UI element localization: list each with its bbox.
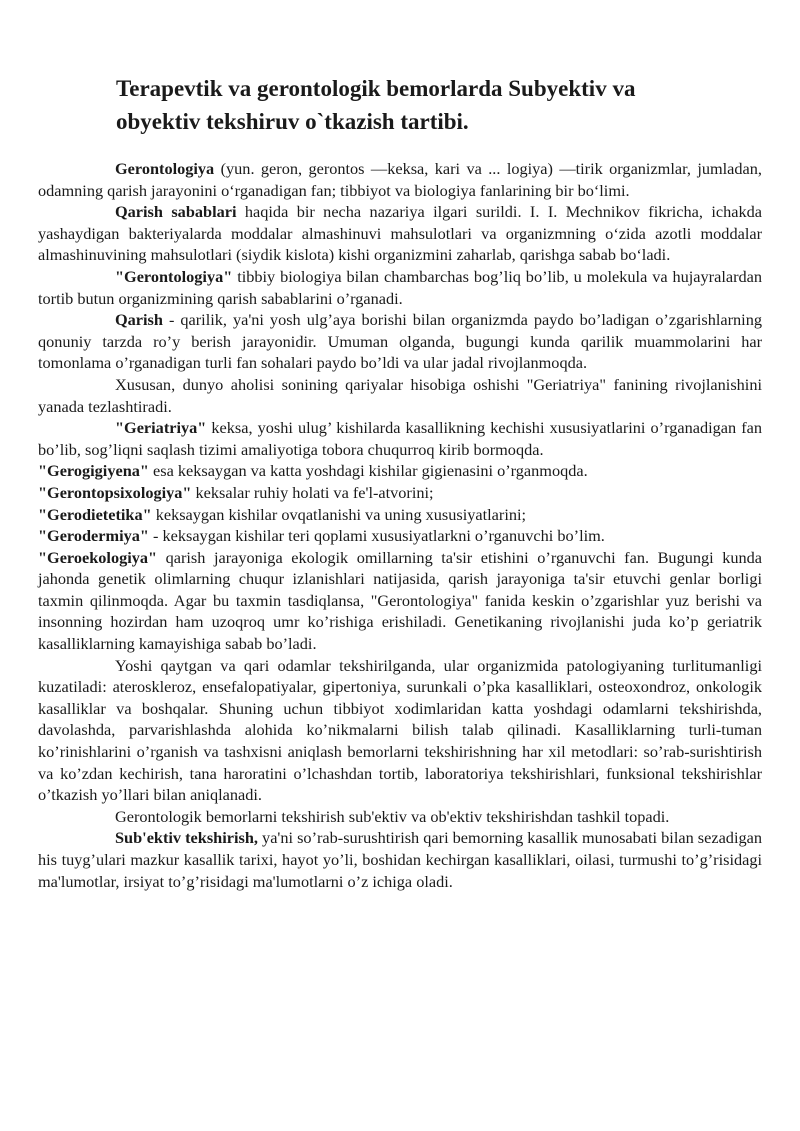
paragraph-text: ya'ni so’rab-surushtirish qari bemorning kasallik munosabati bilan sezadigan his tuyg’ulari mazkur kasallik tarixi, hayot yo’li, boshidan kechirgan kasalliklari, oilasi, turmushi to’g’risidagi ma'lumotlar, irsiyat to’g’risidagi ma'lumotlarni o’z ichiga oladi. xyxy=(38,828,762,891)
paragraph-text: - qarilik, ya'ni yosh ulg’aya borishi bilan organizmda paydo bo’ladigan o’zgarishlarning qonuniy tarzda ro’y berish jarayonidir. Umuman olganda, bugungi kunda qarilik muammolarini har tomonlama o’rganadigan turli fan sohalari paydo bo’ldi va ular jadal rivojlanmoqda. xyxy=(38,310,762,373)
paragraph-gerodermiya xyxy=(38,525,762,547)
term: "Gerodietetika" xyxy=(38,504,152,524)
paragraph-yoshi-qaytgan xyxy=(38,655,762,806)
paragraph-gerontopsixologiya xyxy=(38,482,762,504)
paragraph-gerontologiya-biology xyxy=(38,266,762,309)
paragraph-geriatriya xyxy=(38,417,762,460)
paragraph-text: keksalar ruhiy holati va fe'l-atvorini; xyxy=(191,482,434,502)
paragraph-gerontologik-bemorlar xyxy=(38,806,762,828)
paragraph-text: qarish jarayoniga ekologik omillarning ta'sir etishini o’rganuvchi fan. Bugungi kunda jahonda genetik olimlarning chuqur izlanishlari natijasida, qarish jarayoniga ta'sir etuvchi genlar borligi taxmin qilinmoqda. Agar bu taxmin tasdiqlansa, "Gerontologiya" fanida keskin o’zgarishlar yuz berishi va insonning hozirdan ham uzoqroq umr ko’rishiga erishiladi. Genetikaning rivojlanishi juda ko’p geriatrik kasalliklarning kamayishiga sabab bo’ladi. xyxy=(38,547,762,654)
paragraph-text: Yoshi qaytgan va qari odamlar tekshirilganda, ular organizmida patologiyaning turlitumanligi kuzatiladi: ateroskleroz, ensefalopatiyalar, gipertoniya, surunkali o’pka kasalliklari, osteoxondroz, onkologik kasalliklar va boshqalar. Shuning uchun tibbiyot xodimlaridan katta yoshdagi odamlarni tekshirishda, davolashda, parvarishlashda alohida ko’nikmalarni bilish talab qilinadi. Kasalliklarning turli-tuman ko’rinishlarini o’rganish va tashxisni aniqlash bemorlarni tekshirishning har xil metodlari: so’rab-surishtirish va ko’zdan kechirish, tana haroratini o’lchashdan tortib, laboratoriya tekshirishlari, funksional tekshirishlar o’tkazish yo’llari bilan aniqlanadi. xyxy=(38,655,762,805)
paragraph-text: tibbiy biologiya bilan chambarchas bog’liq bo’lib, u molekula va hujayralardan tortib butun organizmining qarish sabablarini o’rganadi. xyxy=(38,266,762,308)
paragraph-gerogigiyena xyxy=(38,460,762,482)
term: Qarish sabablari xyxy=(115,202,237,222)
paragraph-qarish-sabablari xyxy=(38,201,762,266)
paragraph-text: Xususan, dunyo aholisi sonining qariyalar hisobiga oshishi "Geriatriya" fanining rivojlanishini yanada tezlashtiradi. xyxy=(38,374,762,416)
paragraph-gerodietetika xyxy=(38,504,762,526)
term: Gerontologiya xyxy=(115,159,215,178)
paragraph-gerontologiya xyxy=(38,158,762,201)
paragraph-text: haqida bir necha nazariya ilgari surildi. I. I. Mechnikov fikricha, ichakda yashaydigan bakteriyalarda moddalar almashinuvi mahsulotlari va organizmning oʻzida azotli moddalar almashinuvining mahsulotlari (siydik kislota) kishi organizmini zaharlab, qarishga sabab boʻladi. xyxy=(38,202,762,265)
paragraph-text: keksaygan kishilar ovqatlanishi va uning xususiyatlarini; xyxy=(151,504,527,524)
paragraph-text: (yun. geron, gerontos —keksa, kari va ... logiya) —tirik organizmlar, jumladan, odamning qarish jarayonini oʻrganadigan fan; tibbiyot va biologiya fanlarining bir boʻlimi. xyxy=(38,159,762,200)
paragraph-text: keksa, yoshi ulug’ kishilarda kasallikning kechishi xususiyatlarini o’rganadigan fan bo’lib, sog’liqni saqlash tizimi amaliyotiga tobora chuqurroq kirib bormoqda. xyxy=(38,418,762,459)
paragraph-text: Gerontologik bemorlarni tekshirish sub'ektiv va ob'ektiv tekshirishdan tashkil topadi. xyxy=(115,806,670,826)
paragraph-subektiv-tekshirish xyxy=(38,827,762,892)
paragraph-text: - keksaygan kishilar teri qoplami xususiyatlarkni o’rganuvchi bo’lim. xyxy=(148,526,605,546)
paragraph-xususan xyxy=(38,374,762,417)
term: "Gerontopsixologiya" xyxy=(38,482,192,502)
paragraph-text: esa keksaygan va katta yoshdagi kishilar gigienasini o’rganmoqda. xyxy=(148,461,588,481)
term: Sub'ektiv tekshirish, xyxy=(115,828,258,848)
term: Qarish xyxy=(115,310,163,330)
paragraph-geroekologiya xyxy=(38,547,762,655)
term: "Geriatriya" xyxy=(115,418,207,438)
paragraph-qarish xyxy=(38,309,762,374)
term: "Gerontologiya" xyxy=(115,266,233,286)
document-body xyxy=(38,158,762,892)
term: "Gerodermiya" xyxy=(38,526,149,546)
document-title: Terapevtik va gerontologik bemorlarda Subyektiv va obyektiv tekshiruv o`tkazish tartibi. xyxy=(116,76,636,134)
term: "Geroekologiya" xyxy=(38,547,158,567)
term: "Gerogigiyena" xyxy=(38,461,149,481)
